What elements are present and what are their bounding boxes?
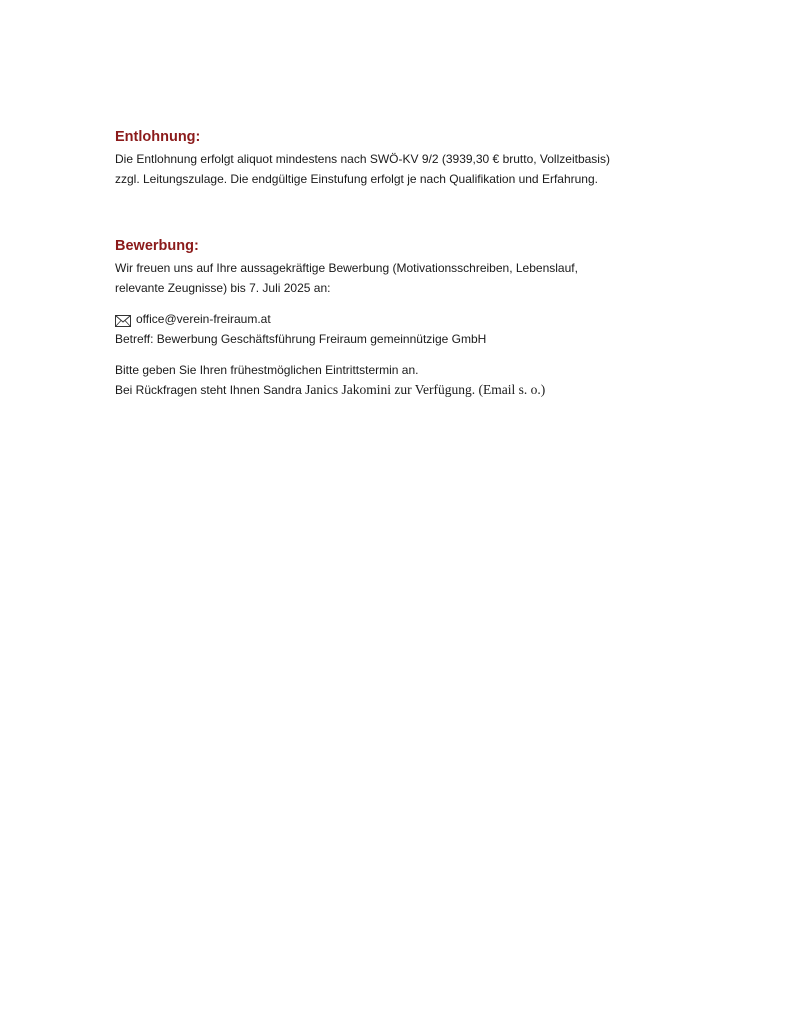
rueckfragen-line xyxy=(115,380,675,400)
entlohnung-section xyxy=(115,128,675,189)
entlohnung-text-line-1: Die Entlohnung erfolgt aliquot mindestens nach SWÖ-KV 9/2 (3939,30 € brutto, Vollzeitbasis) xyxy=(115,152,610,166)
envelope-icon xyxy=(115,313,131,325)
betreff-line: Betreff: Bewerbung Geschäftsführung Freiraum gemeinnützige GmbH xyxy=(115,332,487,346)
rueckfragen-text-sans: Bei Rückfragen steht Ihnen Sandra xyxy=(115,383,306,397)
eintritt-line: Bitte geben Sie Ihren frühestmöglichen Eintrittstermin an. xyxy=(115,363,419,377)
bewerbung-text-line-1: Wir freuen uns auf Ihre aussagekräftige Bewerbung (Motivationsschreiben, Lebenslauf, xyxy=(115,261,578,275)
bewerbung-heading: Bewerbung: xyxy=(115,238,199,254)
email-address-link[interactable]: office@verein-freiraum.at xyxy=(136,312,271,326)
entlohnung-text-line-2: zzgl. Leitungszulage. Die endgültige Einstufung erfolgt je nach Qualifikation und Erfahrung. xyxy=(115,172,598,186)
bewerbung-section xyxy=(115,237,675,400)
entlohnung-heading: Entlohnung: xyxy=(115,129,201,145)
rueckfragen-text-serif: Janics Jakomini zur Verfügung. (Email s. o.) xyxy=(305,382,546,397)
bewerbung-text-line-2: relevante Zeugnisse) bis 7. Juli 2025 an: xyxy=(115,281,331,295)
email-line xyxy=(115,309,675,329)
